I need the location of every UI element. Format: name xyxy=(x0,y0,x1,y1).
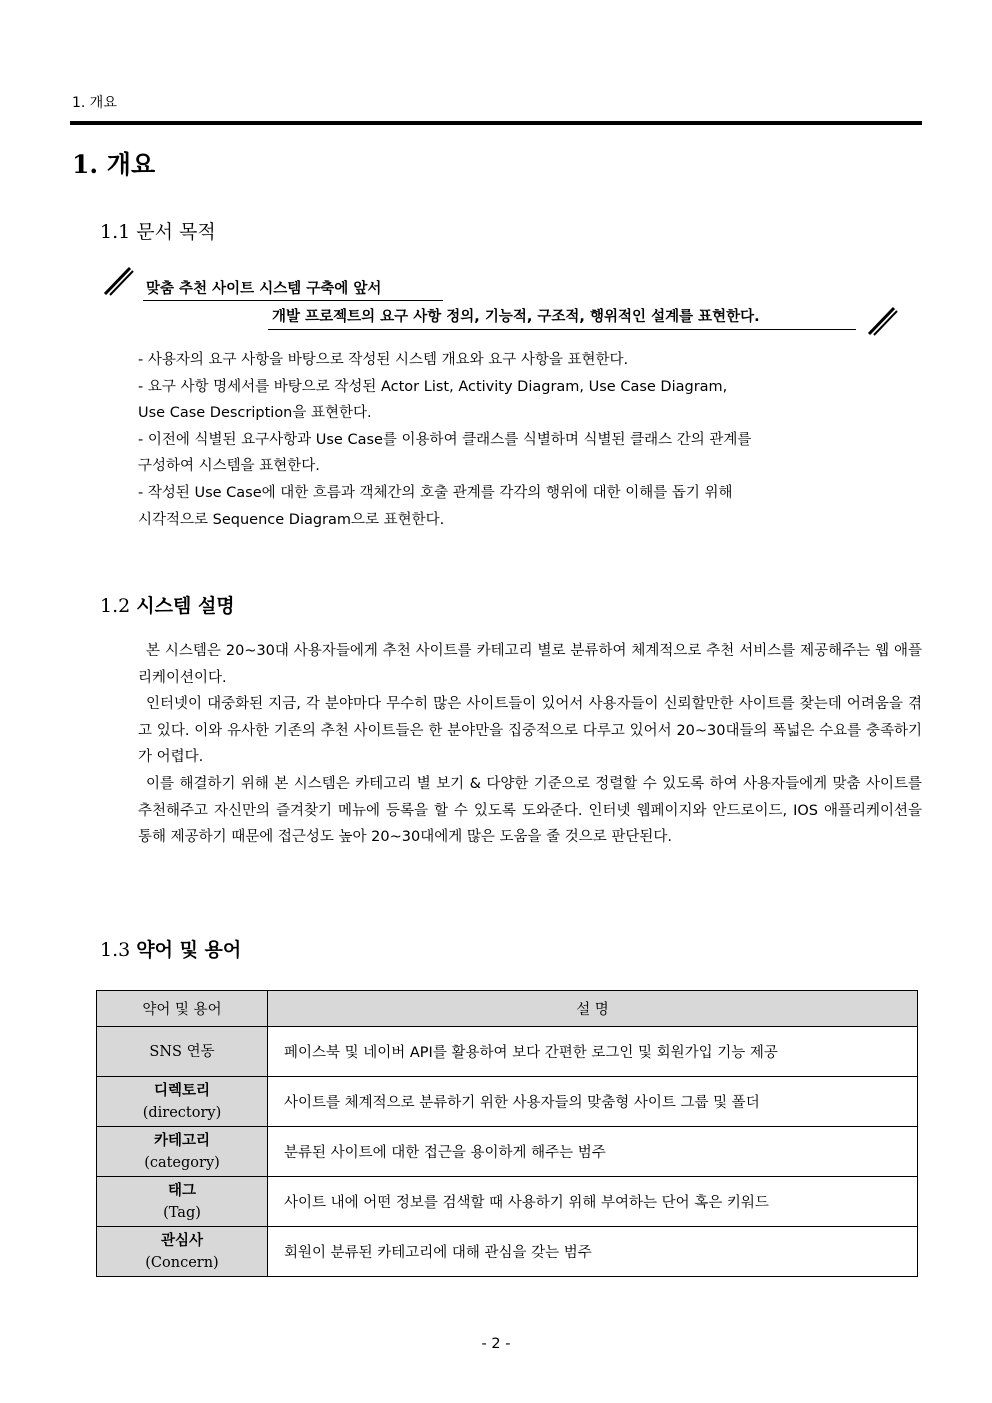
term-cell xyxy=(97,1077,268,1127)
system-description xyxy=(138,638,922,851)
description-cell: 사이트를 체계적으로 분류하기 위한 사용자들의 맞춤형 사이트 그룹 및 폴더 xyxy=(268,1077,918,1127)
term-cell xyxy=(97,1177,268,1227)
term-cell xyxy=(97,1027,268,1077)
description-cell: 회원이 분류된 카테고리에 대해 관심을 갖는 범주 xyxy=(268,1227,918,1277)
bullet-item-continuation: 시각적으로 Sequence Diagram으로 표현한다. xyxy=(138,511,445,528)
pen-icon xyxy=(864,302,904,342)
callout-line-2: 개발 프로젝트의 요구 사항 정의, 기능적, 구조적, 행위적인 설계를 표현한다. xyxy=(272,309,760,325)
bullet-item: - 사용자의 요구 사항을 바탕으로 작성된 시스템 개요와 요구 사항을 표현한다. xyxy=(138,352,629,368)
running-header: 1. 개요 xyxy=(72,95,117,111)
paragraph: 본 시스템은 20~30대 사용자들에게 추천 사이트를 카테고리 별로 분류하여 체계적으로 추천 서비스를 제공해주는 웹 애플리케이션이다. xyxy=(138,643,922,686)
description-cell: 페이스북 및 네이버 API를 활용하여 보다 간편한 로그인 및 회원가입 기능 제공 xyxy=(268,1027,918,1077)
term-cell xyxy=(97,1227,268,1277)
section-title: 시스템 설명 xyxy=(136,595,235,617)
description-cell: 분류된 사이트에 대한 접근을 용이하게 해주는 범주 xyxy=(268,1127,918,1177)
term-label: SNS 연동 xyxy=(149,1043,215,1060)
section-number: 1.2 xyxy=(100,595,131,617)
terms-table xyxy=(96,990,918,1277)
table-row xyxy=(97,1177,918,1227)
section-number: 1.3 xyxy=(100,939,131,961)
bullet-item-continuation: Use Case Description을 표현한다. xyxy=(138,405,372,422)
page-number: - 2 - xyxy=(481,1336,511,1352)
table-row xyxy=(97,1077,918,1127)
paragraph: 이를 해결하기 위해 본 시스템은 카테고리 별 보기 & 다양한 기준으로 정렬할 수 있도록 하여 사용자들에게 맞춤 사이트를 추천해주고 자신만의 즐겨찾기 메뉴에 등록을 할 수 있도록 도와준다. 인터넷 웹페이지와 안드로이드, IOS 애플리케이션을 통해 제공하기 때문에 접근성도 높아 20~30대에게 많은 도움을 줄 것으로 판단된다. xyxy=(138,775,922,846)
term-label: 관심사 xyxy=(160,1232,204,1249)
section-number: 1.1 xyxy=(100,221,131,243)
callout-rule-2 xyxy=(268,329,856,330)
term-english: (Tag) xyxy=(163,1204,201,1221)
bullet-item: - 요구 사항 명세서를 바탕으로 작성된 Actor List, Activity Diagram, Use Case Diagram, xyxy=(138,378,728,395)
column-header-description: 설 명 xyxy=(268,991,918,1027)
header-rule xyxy=(70,121,922,125)
term-english: (directory) xyxy=(142,1104,222,1121)
table-row xyxy=(97,1127,918,1177)
callout-rule-1 xyxy=(143,300,443,301)
description-cell: 사이트 내에 어떤 정보를 검색할 때 사용하기 위해 부여하는 단어 혹은 키워드 xyxy=(268,1177,918,1227)
term-english: (Concern) xyxy=(145,1254,219,1271)
paragraph: 인터넷이 대중화된 지금, 각 분야마다 무수히 많은 사이트들이 있어서 사용자들이 신뢰할만한 사이트를 찾는데 어려움을 겪고 있다. 이와 유사한 기존의 추천 사이트들은 한 분야만을 집중적으로 다루고 있어서 20~30대들의 폭넓은 수요를 충족하기가 어렵다. xyxy=(138,696,922,766)
term-english: (category) xyxy=(144,1154,220,1171)
section-1-3-heading xyxy=(100,935,241,962)
table-row xyxy=(97,1027,918,1077)
section-title: 문서 목적 xyxy=(136,221,216,243)
term-label: 디렉토리 xyxy=(153,1082,211,1099)
term-label: 태그 xyxy=(167,1182,196,1199)
section-1-1-heading xyxy=(100,217,216,244)
bullet-item-continuation: 구성하여 시스템을 표현한다. xyxy=(138,458,320,475)
table-header-row xyxy=(97,991,918,1027)
column-header-term: 약어 및 용어 xyxy=(97,991,268,1027)
callout-line-1: 맞춤 추천 사이트 시스템 구축에 앞서 xyxy=(146,281,382,297)
term-label: 카테고리 xyxy=(153,1132,211,1149)
section-1-2-heading xyxy=(100,591,235,618)
section-title: 약어 및 용어 xyxy=(136,939,242,961)
bullet-item: - 작성된 Use Case에 대한 흐름과 객체간의 호출 관계를 각각의 행위에 대한 이해를 돕기 위해 xyxy=(138,484,733,501)
pen-icon xyxy=(100,262,140,302)
chapter-title: 1. 개요 xyxy=(72,150,156,179)
bullet-item: - 이전에 식별된 요구사항과 Use Case를 이용하여 클래스를 식별하며 식별된 클래스 간의 관계를 xyxy=(138,431,752,448)
table-row xyxy=(97,1227,918,1277)
purpose-bullet-list xyxy=(138,347,908,533)
term-cell xyxy=(97,1127,268,1177)
